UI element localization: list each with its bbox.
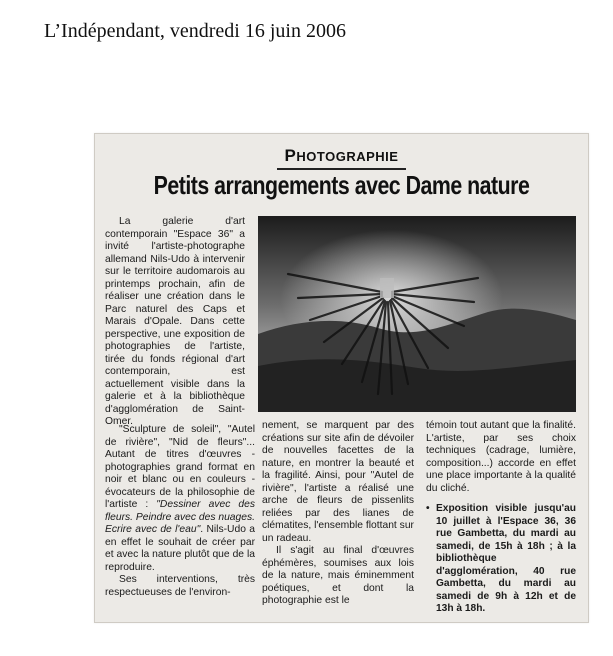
exhibition-info [426, 503, 576, 616]
sun-sculpture-photo [258, 216, 576, 412]
newspaper-clipping [94, 133, 589, 623]
kicker-rest: HOTOGRAPHIE [296, 149, 399, 164]
paragraph-ephemeral: Il s'agit au final d'œuvres éphémères, soumises aux lois de la nature, mais éminemment poétiques, et dont la photographie est le [262, 545, 414, 606]
artist-quote: "Dessiner avec des fleurs. Peindre avec des nuages. Ecrire avec de l'eau" [105, 499, 255, 535]
column-2 [262, 420, 414, 608]
exhibition-info-text: Exposition visible jusqu'au 10 juillet à l'Espace 36, 36 rue Gambetta, du mardi au samedi, de 15h à 18h ; à la bibliothèque d'agglomération, 40 rue Gambetta, du mardi au samedi de 9h à 12h et de 13h à 18h. [436, 503, 576, 614]
paragraph-intro: La galerie d'art contemporain "Espace 36" a invité l'artiste-photographe allemand Nils-Udo à intervenir sur le territoire audomarois au printemps prochain, afin de réaliser une création dans le Parc naturel des Caps et Marais d'Opale. Dans cette perspective, une exposition de photographies de l'artiste, tirée du fonds régional d'art contemporain, est actuellement visible dans la galerie et à la bibliothèque d'agglomération de Saint-Omer. [105, 216, 245, 427]
article-photo [258, 216, 576, 412]
newspaper-date-header: L’Indépendant, vendredi 16 juin 2006 [44, 20, 346, 42]
kicker-wrap [95, 146, 588, 170]
titles-text-a: "Sculpture de soleil", "Autel de rivière", "Nid de fleurs"... Autant de titres d'œuvres - photographies grand format en noir et blanc ou en couleurs - évocateurs de la philosophie de l'artiste : [105, 424, 255, 510]
column-1-bottom [105, 424, 255, 599]
column-1-top [105, 216, 245, 429]
article-headline: Petits arrangements avec Dame nature [153, 170, 530, 200]
section-kicker [277, 146, 407, 170]
column-3 [426, 420, 576, 616]
paragraph-interventions-start: Ses interventions, très respectueuses de l'environ- [105, 574, 255, 598]
paragraph-interventions-cont: nement, se marquent par des créations sur site afin de dévoiler de nouvelles facettes de la nature, en montrer la beauté et la fragilité. Ainsi, pour "Autel de rivière", l'artiste a réalisé une arche de fleurs de pissenlits reliées par des lianes de clématites, l'ensemble flottant sur un radeau. [262, 420, 414, 544]
titles-text-b: . Nils-Udo a en effet le souhait de créer par et avec la nature plutôt que de la reproduire. [105, 524, 255, 573]
paragraph-titles [105, 424, 255, 574]
bullet-icon: • [426, 503, 430, 514]
kicker-first-letter: P [284, 146, 297, 165]
paragraph-witness: témoin tout autant que la finalité. L'artiste, par ses choix techniques (cadrage, lumière, composition...) accorde en effet une place importante à la qualité du cliché. [426, 420, 576, 494]
